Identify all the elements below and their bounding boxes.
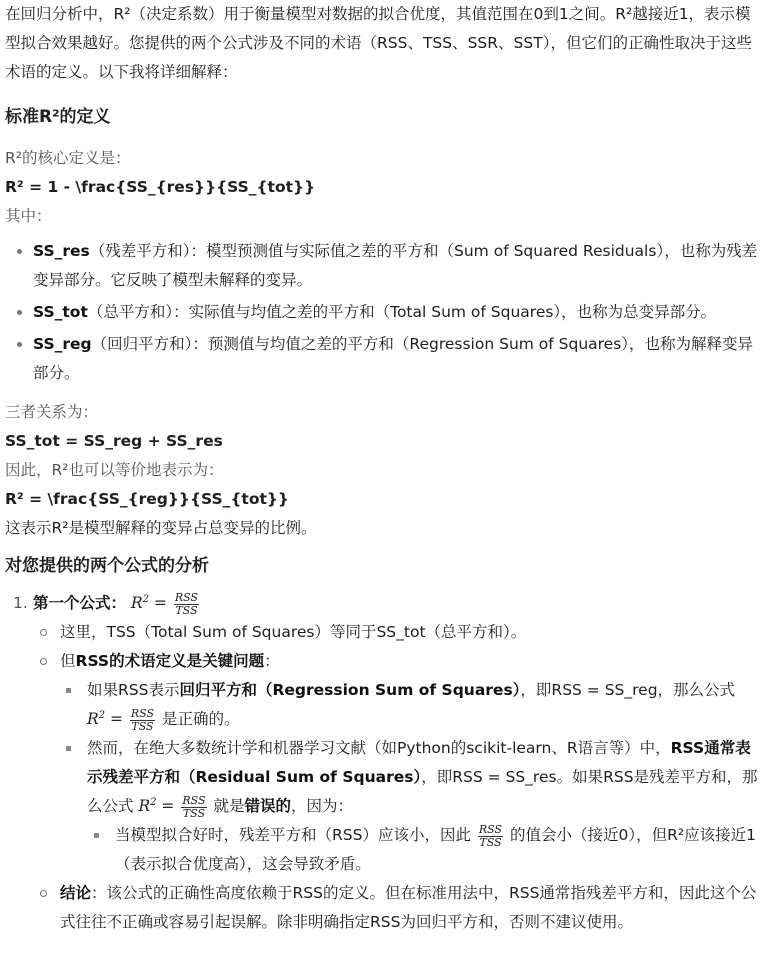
desc-ss-res: （残差平方和）：模型预测值与实际值之差的平方和（Sum of Squared Residuals），也称为残差变异部分。它反映了模型未解释的变异。 <box>33 242 758 289</box>
formula-r2-regression: R² = \frac{SS_{reg}}{SS_{tot}} <box>5 490 289 508</box>
inline-formula-a: $R^2$ = $\frac{\text{RSS}}{\text{TSS}}$ <box>87 706 155 733</box>
inline-formula-b: $R^2$ = $\frac{\text{RSS}}{\text{TSS}}$ <box>138 793 206 820</box>
sub-item-conclusion: 结论：该公式的正确性高度依赖于RSS的定义。但在标准用法中，RSS通常指残差平方和，因此这个公式往往不正确或容易引起误解。除非明确指定RSS为回归平方和，否则不建议使用。 <box>5 879 761 937</box>
sub-item-rss-issue: 但RSS的术语定义是关键问题： 如果RSS表示回归平方和（Regression Sum of Squares），即RSS = SS_reg，那么公式 $R^2$ = $\frac{\text{RSS}}{\text{TSS}}$ 是正确的。 然而，在绝大多数统计学和机器学习文献（如Python的scikit-learn、R语言等）中，RSS通常表示残差平方和（Residual Sum of Squares），即RSS = SS_res。如果RSS是残差平方和，那么公式 $R^2$ = $\frac{\text{RSS}}{\text{TSS}}$ 就是错误的，因为： 当模型拟合好时，残差平方和（RSS）应该小，因此 $\frac{\text{RSS}}{\text{TSS}}$ 的值会小（接近0），但R²应该接近1（表示拟合优度高），这会导致矛盾。 <box>5 647 761 879</box>
formula1-label: 第一个公式： <box>33 594 127 612</box>
inline-fraction: $\frac{\text{RSS}}{\text{TSS}}$ <box>478 822 503 849</box>
definitions-list <box>5 237 761 388</box>
relation-label: 三者关系为： <box>5 403 99 421</box>
section-title-definition: 标准R²的定义 <box>5 107 111 127</box>
term-ss-tot: SS_tot <box>33 303 88 321</box>
meaning-paragraph: 这表示R²是模型解释的变异占总变异的比例。 <box>5 519 317 537</box>
formula-r2-residual: R² = 1 - \frac{SS_{res}}{SS_{tot}} <box>5 178 316 196</box>
case-regression: 如果RSS表示回归平方和（Regression Sum of Squares），即RSS = SS_reg，那么公式 $R^2$ = $\frac{\text{RSS}}{\text{TSS}}$ 是正确的。 <box>5 676 761 734</box>
term-ss-reg: SS_reg <box>33 335 92 353</box>
list-item-ss-tot <box>5 298 761 327</box>
sub-item-tss: 这里，TSS（Total Sum of Squares）等同于SS_tot（总平方和）。 <box>5 618 761 647</box>
where-label: 其中： <box>5 207 52 225</box>
section-title-analysis: 对您提供的两个公式的分析 <box>5 556 209 576</box>
desc-ss-reg: （回归平方和）：预测值与均值之差的平方和（Regression Sum of Squares），也称为解释变异部分。 <box>33 335 754 382</box>
therefore-label: 因此，R²也可以等价地表示为： <box>5 461 224 479</box>
reason-item: 当模型拟合好时，残差平方和（RSS）应该小，因此 $\frac{\text{RSS}}{\text{TSS}}$ 的值会小（接近0），但R²应该接近1（表示拟合优度高），这会导致矛盾。 <box>5 821 761 879</box>
reason-list <box>87 821 761 879</box>
list-item-ss-reg <box>5 330 761 388</box>
desc-ss-tot: （总平方和）：实际值与均值之差的平方和（Total Sum of Squares），也称为总变异部分。 <box>87 303 717 321</box>
core-definition-label: R²的核心定义是： <box>5 149 131 167</box>
item-number: 1. <box>13 594 28 612</box>
analysis-list <box>5 589 761 937</box>
analysis-item-1 <box>5 589 761 937</box>
case-residual: 然而，在绝大多数统计学和机器学习文献（如Python的scikit-learn、R语言等）中，RSS通常表示残差平方和（Residual Sum of Squares），即RSS = SS_res。如果RSS是残差平方和，那么公式 $R^2$ = $\frac{\text{RSS}}{\text{TSS}}$ 就是错误的，因为： 当模型拟合好时，残差平方和（RSS）应该小，因此 $\frac{\text{RSS}}{\text{TSS}}$ 的值会小（接近0），但R²应该接近1（表示拟合优度高），这会导致矛盾。 <box>5 734 761 879</box>
formula1-math: $R^2$ = $\frac{\text{RSS}}{\text{TSS}}$ <box>130 590 199 617</box>
case-list <box>60 676 761 879</box>
term-ss-res: SS_res <box>33 242 90 260</box>
sub-list <box>33 618 761 937</box>
intro-paragraph: 在回归分析中，R²（决定系数）用于衡量模型对数据的拟合优度，其值范围在0到1之间。R²越接近1，表示模型拟合效果越好。您提供的两个公式涉及不同的术语（RSS、TSS、SSR、SST），但它们的正确性取决于这些术语的定义。以下我将详细解释： <box>5 5 752 81</box>
list-item-ss-res <box>5 237 761 295</box>
formula-sum-of-squares: SS_tot = SS_reg + SS_res <box>5 432 223 450</box>
